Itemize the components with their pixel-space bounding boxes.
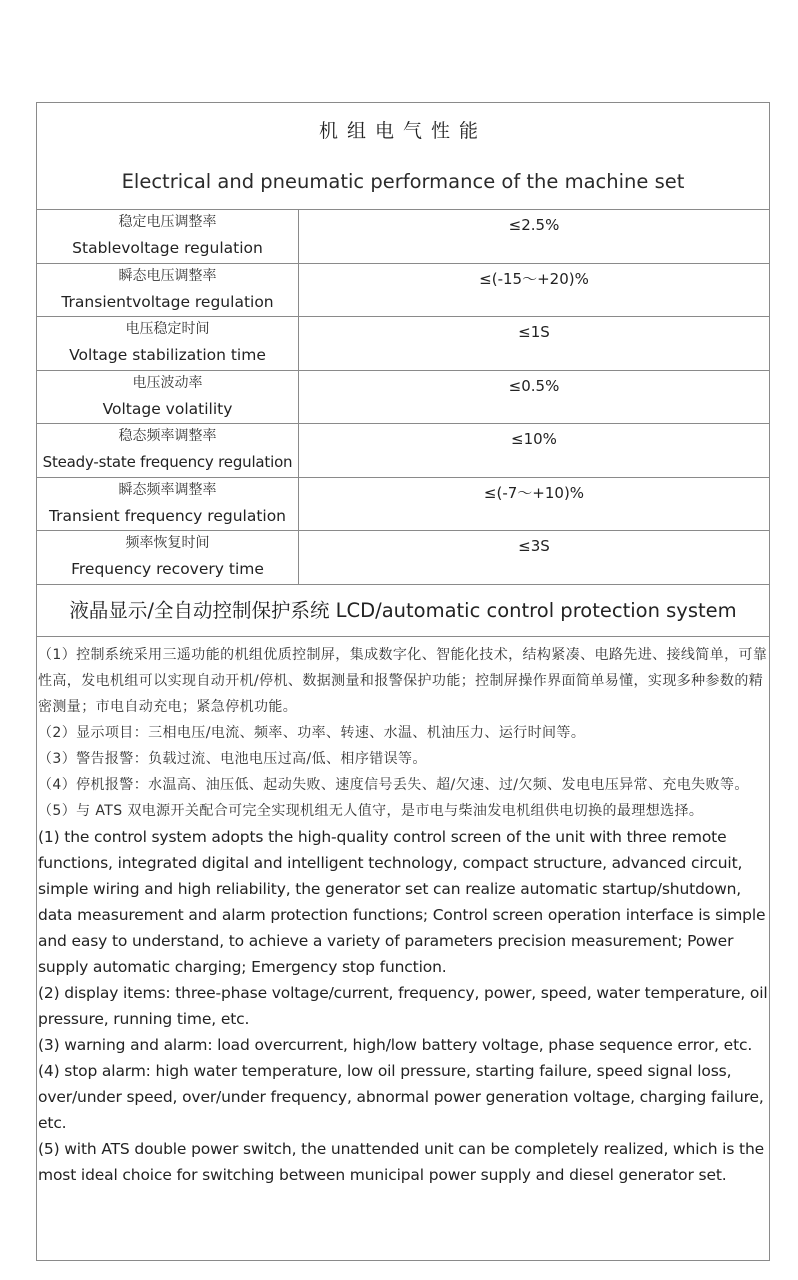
spec-label <box>37 371 299 424</box>
spec-label-cn: 稳态频率调整率 <box>118 428 217 444</box>
spec-value: ≤(-15～+20)% <box>479 269 589 288</box>
control-section-body <box>37 637 769 1188</box>
paragraph-cn: （1）控制系统采用三遥功能的机组优质控制屏，集成数字化、智能化技术，结构紧凑、电路先进、接线简单，可靠性高，发电机组可以实现自动开机/停机、数据测量和报警保护功能；控制屏操作界面简单易懂，实现多种参数的精密测量；市电自动充电；紧急停机功能。 <box>38 646 768 715</box>
spec-label-cn: 电压稳定时间 <box>125 321 210 337</box>
spec-label-cn: 稳定电压调整率 <box>118 214 217 230</box>
paragraph-en: (3) warning and alarm: load overcurrent, high/low battery voltage, phase sequence error, etc. <box>38 1035 753 1054</box>
paragraph-cn: （4）停机报警：水温高、油压低、起动失败、速度信号丢失、超/欠速、过/欠频、发电电压异常、充电失败等。 <box>38 776 749 793</box>
spec-value: ≤0.5% <box>508 376 560 395</box>
paragraph-en: (1) the control system adopts the high-quality control screen of the unit with three remote functions, integrated digital and intelligent technology, compact structure, advanced circuit, simple wiring and high reliability, the generator set can realize automatic startup/shutdown, data measurement and alarm protection functions; Control screen operation interface is simple and easy to understand, to achieve a variety of parameters precision measurement; Power supply automatic charging; Emergency stop function. <box>38 827 766 976</box>
spec-value: ≤2.5% <box>508 216 560 234</box>
paragraph-en: (5) with ATS double power switch, the unattended unit can be completely realized, which is the most ideal choice for switching between municipal power supply and diesel generator set. <box>38 1139 765 1184</box>
spec-row-stable-voltage <box>37 210 769 264</box>
title-cn: 机组电气性能 <box>318 120 487 142</box>
spec-label-en: Voltage volatility <box>102 399 233 418</box>
spec-label <box>37 531 299 584</box>
spec-label-cn: 瞬态频率调整率 <box>118 481 217 498</box>
spec-row-transient-voltage <box>37 264 769 318</box>
paragraph-en: (2) display items: three-phase voltage/current, frequency, power, speed, water temperature, oil pressure, running time, etc. <box>38 983 768 1028</box>
spec-label-en: Frequency recovery time <box>71 560 264 578</box>
spec-label <box>37 424 299 477</box>
spec-label <box>37 264 299 317</box>
spec-sheet-table <box>36 102 770 1261</box>
spec-row-transient-frequency <box>37 478 769 532</box>
spec-value: ≤1S <box>518 323 550 341</box>
spec-label <box>37 210 299 263</box>
spec-row-voltage-volatility <box>37 371 769 425</box>
spec-row-steady-frequency <box>37 424 769 478</box>
spec-label-en: Steady-state frequency regulation <box>42 453 293 471</box>
spec-row-frequency-recovery <box>37 531 769 585</box>
spec-label-cn: 频率恢复时间 <box>125 535 210 551</box>
spec-row-voltage-stabilization <box>37 317 769 371</box>
spec-label-en: Transient frequency regulation <box>48 506 287 525</box>
spec-value: ≤3S <box>518 537 550 555</box>
spec-value: ≤10% <box>511 430 557 448</box>
title-en: Electrical and pneumatic performance of the machine set <box>121 170 685 193</box>
spec-label-en: Stablevoltage regulation <box>72 239 263 257</box>
spec-label-cn: 瞬态电压调整率 <box>118 267 217 284</box>
paragraph-cn: （3）警告报警：负载过流、电池电压过高/低、相序错误等。 <box>38 750 427 767</box>
paragraph-cn: （2）显示项目：三相电压/电流、频率、功率、转速、水温、机油压力、运行时间等。 <box>38 724 586 741</box>
spec-label <box>37 478 299 531</box>
spec-label-en: Transientvoltage regulation <box>61 292 274 311</box>
spec-label-cn: 电压波动率 <box>132 374 203 391</box>
paragraph-cn: （5）与 ATS 双电源开关配合可完全实现机组无人值守，是市电与柴油发电机组供电切换的最理想选择。 <box>38 802 704 819</box>
spec-label <box>37 317 299 370</box>
spec-value: ≤(-7～+10)% <box>483 483 585 502</box>
spec-label-en: Voltage stabilization time <box>69 346 266 364</box>
paragraph-en: (4) stop alarm: high water temperature, low oil pressure, starting failure, speed signal loss, over/under speed, over/under frequency, abnormal power generation voltage, charging failure, etc. <box>38 1061 764 1132</box>
control-section-title: 液晶显示/全自动控制保护系统 LCD/automatic control protection system <box>37 585 769 637</box>
table-header <box>37 103 769 210</box>
